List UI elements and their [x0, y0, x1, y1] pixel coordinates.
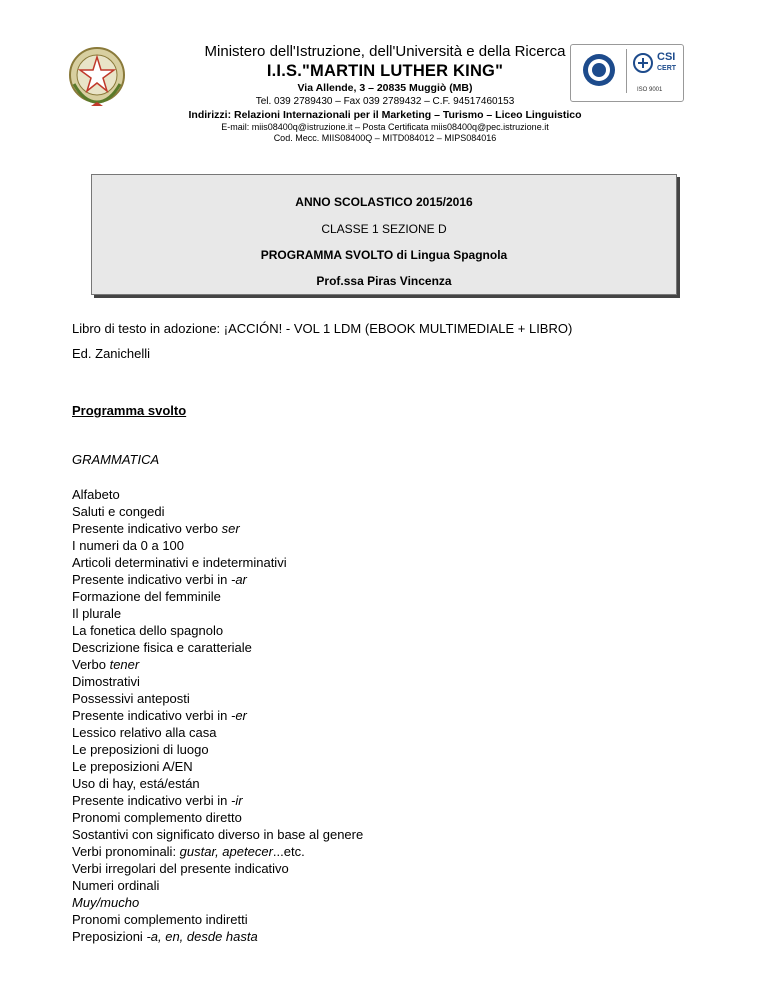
- school-codes: Cod. Mecc. MIIS08400Q – MITD084012 – MIPS084016: [273, 133, 497, 144]
- topic-text: Le preposizioni di luogo: [72, 742, 209, 757]
- cert-iso: ISO 9001: [637, 87, 663, 93]
- topic-text: I numeri da 0 a 100: [72, 538, 185, 553]
- topic-text: Verbi irregolari del presente indicativo: [72, 861, 289, 876]
- textbook-line: Libro di testo in adozione: ¡ACCIÓN! - VOL 1 LDM (EBOOK MULTIMEDIALE + LIBRO): [72, 321, 573, 336]
- cert-name: CSI: [657, 51, 676, 63]
- school-name: I.I.S."MARTIN LUTHER KING": [266, 62, 504, 81]
- topic-italic-text: gustar, apetecer: [179, 844, 273, 859]
- list-item: [72, 877, 363, 894]
- topic-text: Le preposizioni A/EN: [72, 759, 193, 774]
- school-address: Via Allende, 3 – 20835 Muggiò (MB): [297, 82, 473, 95]
- list-item: [72, 775, 363, 792]
- topic-text: Presente indicativo verbi in: [72, 708, 231, 723]
- list-item: [72, 622, 363, 639]
- list-item: [72, 503, 363, 520]
- list-item: [72, 792, 363, 809]
- topic-text: Pronomi complemento indiretti: [72, 912, 248, 927]
- topic-suffix-text: ...etc.: [272, 844, 305, 859]
- topic-text: La fonetica dello spagnolo: [72, 623, 224, 638]
- topic-italic-text: Muy/mucho: [72, 895, 140, 910]
- ministry-name: Ministero dell'Istruzione, dell'Università e della Ricerca: [204, 43, 566, 60]
- list-item: [72, 690, 363, 707]
- topic-text: Lessico relativo alla casa: [72, 725, 217, 740]
- list-item: [72, 520, 363, 537]
- class-section: CLASSE 1 SEZIONE D: [321, 222, 447, 236]
- section-heading: GRAMMATICA: [72, 452, 160, 467]
- list-item: [72, 894, 363, 911]
- topic-text: Formazione del femminile: [72, 589, 221, 604]
- italian-republic-emblem-icon: [66, 44, 128, 106]
- program-title: PROGRAMMA SVOLTO di Lingua Spagnola: [260, 248, 508, 262]
- list-item: [72, 673, 363, 690]
- list-item: [72, 605, 363, 622]
- topic-text: Saluti e congedi: [72, 504, 165, 519]
- topics-list: [72, 486, 363, 945]
- institution-info: [150, 42, 620, 145]
- topic-text: Uso di hay, está/están: [72, 776, 200, 791]
- list-item: [72, 724, 363, 741]
- topic-text: Possessivi anteposti: [72, 691, 190, 706]
- topic-text: Numeri ordinali: [72, 878, 160, 893]
- topic-italic-text: -ir: [230, 793, 243, 808]
- teacher-name: Prof.ssa Piras Vincenza: [316, 274, 452, 288]
- list-item: [72, 843, 363, 860]
- list-item: [72, 537, 363, 554]
- cert-sub: CERT: [657, 65, 677, 72]
- letterhead: [0, 38, 768, 153]
- csi-mark-icon: [632, 52, 654, 74]
- list-item: [72, 809, 363, 826]
- topic-text: Dimostrativi: [72, 674, 140, 689]
- list-item: [72, 656, 363, 673]
- topic-text: Alfabeto: [72, 487, 120, 502]
- topic-italic-text: tener: [109, 657, 140, 672]
- topic-text: Il plurale: [72, 606, 122, 621]
- topic-text: Verbi pronominali:: [72, 844, 180, 859]
- topic-text: Sostantivi con significato diverso in base al genere: [72, 827, 364, 842]
- list-item: [72, 826, 363, 843]
- topic-italic-text: -ar: [230, 572, 247, 587]
- list-item: [72, 639, 363, 656]
- topic-text: Verbo: [72, 657, 110, 672]
- program-heading: Programma svolto: [72, 403, 187, 418]
- title-box: [91, 174, 677, 295]
- list-item: [72, 928, 363, 945]
- school-courses: Indirizzi: Relazioni Internazionali per il Marketing – Turismo – Liceo Linguistico: [188, 108, 582, 121]
- certification-seal-icon: [581, 52, 617, 88]
- topic-text: Presente indicativo verbo: [72, 521, 222, 536]
- school-email: E-mail: miis08400q@istruzione.it – Posta Certificata miis08400q@pec.istruzione.it: [221, 121, 549, 132]
- publisher-line: Ed. Zanichelli: [72, 346, 151, 361]
- topic-text: Presente indicativo verbi in: [72, 793, 231, 808]
- topic-text: Pronomi complemento diretto: [72, 810, 242, 825]
- list-item: [72, 758, 363, 775]
- list-item: [72, 588, 363, 605]
- topic-text: Presente indicativo verbi in: [72, 572, 231, 587]
- school-contacts: Tel. 039 2789430 – Fax 039 2789432 – C.F. 94517460153: [255, 95, 515, 107]
- list-item: [72, 486, 363, 503]
- cert-divider: [626, 49, 627, 93]
- list-item: [72, 860, 363, 877]
- certification-logo: [570, 44, 684, 102]
- topic-text: Preposizioni: [72, 929, 147, 944]
- topic-text: Articoli determinativi e indeterminativi: [72, 555, 287, 570]
- topic-italic-text: ser: [221, 521, 240, 536]
- topic-italic-text: -a, en, desde hasta: [146, 929, 258, 944]
- school-year: ANNO SCOLASTICO 2015/2016: [295, 195, 473, 209]
- topic-italic-text: -er: [230, 708, 247, 723]
- list-item: [72, 911, 363, 928]
- topic-text: Descrizione fisica e caratteriale: [72, 640, 252, 655]
- list-item: [72, 741, 363, 758]
- list-item: [72, 707, 363, 724]
- list-item: [72, 554, 363, 571]
- list-item: [72, 571, 363, 588]
